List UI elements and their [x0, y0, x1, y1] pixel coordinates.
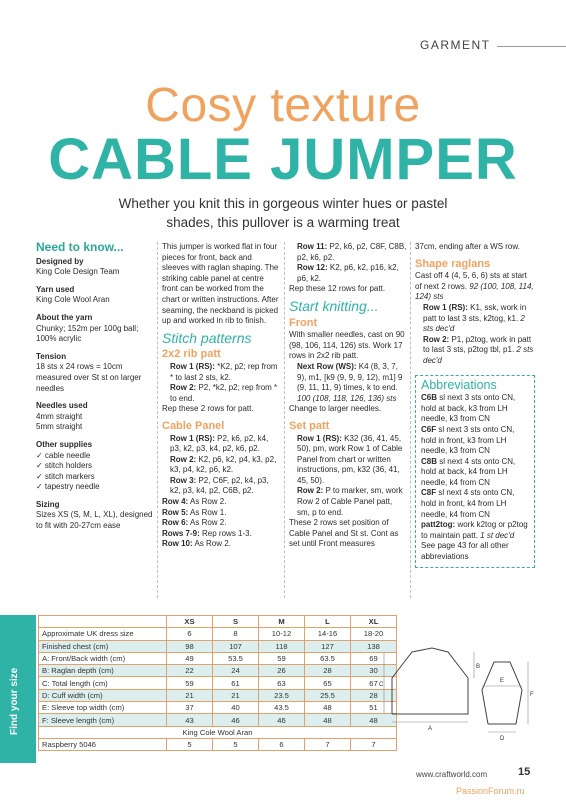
table-cell: 10-12	[259, 628, 305, 640]
cable-row-5	[162, 508, 280, 519]
front-intro: With smaller needles, cast on 90 (98, 106, 114, 126) sts. Work 17 rows in 2x2 rib patt.	[289, 330, 405, 361]
yarn-row-label: King Cole Wool Aran	[39, 726, 397, 738]
abbreviation-term: C8B	[421, 456, 438, 466]
table-cell: 22	[167, 665, 213, 677]
row-text: As Row 1.	[190, 507, 227, 517]
yarn-label: Yarn used	[36, 284, 75, 294]
needles-block	[36, 401, 154, 433]
about-block	[36, 313, 154, 345]
cable-row-6	[162, 518, 280, 529]
raglan-title: Shape raglans	[415, 257, 491, 270]
row-label: Approximate UK dress size	[39, 628, 167, 640]
row-label: Row 1 (RS):	[423, 302, 468, 312]
row-label: Row 11:	[297, 242, 328, 251]
table-row	[39, 702, 397, 714]
row-text: K2, p6, k2, p4, k3, p2, k3, p4, k2, p6, k2.	[170, 454, 277, 475]
table-cell: 8	[213, 628, 259, 640]
need-to-know-title: Need to know...	[36, 240, 124, 254]
cable-row-11	[289, 242, 407, 263]
supply-item: ✓ cable needle	[36, 450, 91, 460]
abbreviations-title: Abbreviations	[421, 377, 497, 392]
sleeve-outline	[482, 662, 522, 724]
set-note: These 2 rows set position of Cable Panel and St st. Cont as set until Front measures	[289, 518, 399, 549]
row-text: *K2, p2; rep from * to last 2 sts, k2.	[170, 361, 278, 382]
dimension-f-label: F	[530, 692, 534, 698]
abbreviation-def: sl next 4 sts onto CN, hold at back, k4 from LH needle, k4 from CN	[421, 456, 516, 487]
table-cell: 25.5	[305, 689, 351, 701]
abbreviation-term: C6B	[421, 393, 438, 403]
table-header: M	[259, 616, 305, 628]
table-row	[39, 640, 397, 652]
table-row	[39, 677, 397, 689]
rib-title: 2x2 rib patt	[162, 348, 221, 361]
tension-block	[36, 352, 154, 394]
table-cell: 61	[213, 677, 259, 689]
set-patt-title: Set patt	[289, 419, 330, 432]
column-divider	[284, 242, 285, 598]
abbreviation-term: patt2tog:	[421, 520, 456, 530]
table-cell: 59	[259, 652, 305, 664]
section-label: GARMENT	[416, 38, 497, 52]
row-label: Row 1 (RS):	[170, 433, 215, 443]
table-cell: 7	[305, 738, 351, 750]
decrease-note: 1 st dec'd	[480, 530, 515, 540]
abbreviations-box	[415, 375, 535, 568]
table-cell: 40	[213, 702, 259, 714]
title-line-1: Cosy texture	[145, 79, 421, 132]
find-your-size-band	[0, 615, 36, 763]
row-text: P to marker, sm, work Row 2 of Cable Panel patt, sm, p to end.	[297, 486, 403, 517]
table-cell: 98	[167, 640, 213, 652]
row-label: Row 5:	[162, 507, 189, 517]
dimension-b-label: B	[476, 664, 481, 670]
supplies-block	[36, 440, 154, 493]
change-needles: Change to larger needles.	[289, 404, 382, 414]
table-cell: 6	[167, 628, 213, 640]
table-cell: 48	[305, 714, 351, 726]
table-cell: 51	[351, 702, 397, 714]
supplies-label: Other supplies	[36, 439, 93, 449]
find-your-size-label: Find your size	[9, 667, 20, 735]
row-label: Row 4:	[162, 497, 189, 507]
row-label: Next Row (WS):	[297, 361, 357, 371]
table-cell: 107	[213, 640, 259, 652]
table-cell: 18-20	[351, 628, 397, 640]
title-line-2: CABLE JUMPER	[48, 127, 518, 192]
table-cell: 24	[213, 665, 259, 677]
table-cell: 63	[259, 677, 305, 689]
abbreviation-def: sl next 3 sts onto CN, hold in front, k3 from LH needle, k3 from CN	[421, 424, 515, 456]
abbreviation-term: C8F	[421, 488, 437, 498]
table-cell: 30	[351, 665, 397, 677]
row-label: A: Front/Back width (cm)	[39, 652, 167, 664]
row-label: E: Sleeve top width (cm)	[39, 702, 167, 714]
abbreviation-def: sl next 3 sts onto CN, hold at back, k3 from LH needle, k3 from CN	[421, 393, 516, 424]
row-label: Row 2:	[423, 334, 450, 344]
row-text: P2, C6F, p2, k4, p3, k2, p3, k4, p2, C6B, p2.	[170, 475, 269, 496]
footer-url: www.craftworld.com	[416, 770, 488, 779]
table-cell: 69	[351, 652, 397, 664]
next-row	[289, 362, 407, 404]
abbreviation-item	[421, 488, 529, 520]
row-text: Rep rows 1-3.	[202, 528, 252, 538]
stitch-count: 92 (100, 108, 114, 124) sts	[415, 281, 534, 302]
rib-repeat: Rep these 2 rows for patt.	[162, 404, 254, 414]
row-text: As Row 2.	[190, 518, 227, 528]
row-label: Row 1 (RS):	[297, 433, 342, 443]
rib-row-1	[162, 362, 280, 383]
row-text: K4 (8, 3, 7, 9), m1, [k9 (9, 9, 9, 12), m1] 9 (9, 11, 11, 9) times, k to end.	[297, 361, 403, 393]
row-text: P2, k6, p2, k4, p3, k2, p3, k4, p2, k6, p2.	[170, 433, 269, 454]
sizing-value: Sizes XS (S, M, L, XL), designed to fit with 20-27cm ease	[36, 510, 153, 531]
table-cell: 21	[167, 689, 213, 701]
table-cell: 43	[167, 714, 213, 726]
row-text: As Row 2.	[190, 497, 227, 507]
set-row-1	[289, 434, 407, 487]
table-header: XS	[167, 616, 213, 628]
supply-item: ✓ tapestry needle	[36, 482, 100, 492]
abbreviation-note: See page 43 for all other abbreviations	[421, 541, 509, 562]
cable-row-1	[162, 434, 280, 455]
dimension-d-label: D	[500, 736, 505, 742]
table-cell: 46	[213, 714, 259, 726]
table-cell: 5	[213, 738, 259, 750]
row-text: P2, *k2, p2; rep from * to end.	[170, 383, 278, 403]
abbreviation-item	[421, 457, 529, 489]
column-divider	[410, 242, 411, 598]
row-label: Raspberry 5046	[39, 738, 167, 750]
front-column	[289, 242, 407, 550]
table-header: XL	[351, 616, 397, 628]
needles-value-1: 4mm straight	[36, 411, 83, 421]
table-cell: 21	[213, 689, 259, 701]
cable-row-10	[162, 539, 280, 550]
table-cell: 6	[259, 738, 305, 750]
cable-panel-title: Cable Panel	[162, 419, 225, 432]
subtitle: Whether you knit this in gorgeous winter hues or pastel shades, this pullover is a warming treat	[118, 196, 448, 230]
abbreviation-def: sl next 4 sts onto CN, hold in front, k4 from LH needle, k4 from CN	[421, 488, 515, 519]
table-cell: 43.5	[259, 702, 305, 714]
dimension-c-label: C	[379, 682, 384, 688]
abbreviation-item	[421, 425, 529, 457]
row-text: K2, p6, k2, p16, k2, p6, k2.	[297, 263, 399, 283]
row-label: Row 2:	[297, 486, 324, 496]
row-label: Row 6:	[162, 518, 189, 528]
continue-text: 37cm, ending after a WS row.	[415, 242, 520, 251]
row-label: Row 2:	[170, 454, 197, 464]
about-label: About the yarn	[36, 312, 93, 322]
page-number: 15	[518, 766, 531, 778]
table-cell: 28	[305, 665, 351, 677]
decrease-note: 2 sts dec'd	[423, 313, 525, 334]
yarn-value: King Cole Wool Aran	[36, 295, 110, 305]
need-to-know-column	[36, 242, 154, 539]
column-divider	[157, 242, 158, 598]
cable-row-4	[162, 497, 280, 508]
designer-value: King Cole Design Team	[36, 267, 120, 277]
needles-label: Needles used	[36, 401, 88, 411]
raglan-text: Cast off 4 (4, 5, 6, 6) sts at start of next 2 rows.	[415, 271, 527, 291]
table-cell: 59	[167, 677, 213, 689]
yarn-row	[39, 726, 397, 738]
table-row	[39, 689, 397, 701]
table-cell: 46	[259, 714, 305, 726]
row-label: Row 12:	[297, 263, 328, 273]
row-label: C: Total length (cm)	[39, 677, 167, 689]
row-text: P1, p2tog, work in patt to last 3 sts, p2tog tbl, p1.	[423, 334, 532, 355]
row-label: B: Raglan depth (cm)	[39, 665, 167, 677]
table-cell: 5	[167, 738, 213, 750]
size-header-row	[39, 616, 397, 628]
table-header: L	[305, 616, 351, 628]
tension-value: 18 sts x 24 rows = 10cm measured over St st on larger needles	[36, 362, 142, 393]
watermark: PassionForum.ru	[456, 786, 525, 796]
table-row	[39, 628, 397, 640]
table-cell: 67	[351, 677, 397, 689]
table-cell: 48	[305, 702, 351, 714]
section-tag	[416, 36, 566, 58]
dimension-a-label: A	[428, 726, 433, 732]
table-cell: 118	[259, 640, 305, 652]
row-text: K1, ssk, work in patt to last 3 sts, k2tog, k1.	[423, 302, 527, 323]
start-knitting-title: Start knitting...	[289, 297, 379, 314]
table-row	[39, 665, 397, 677]
table-cell: 49	[167, 652, 213, 664]
cable-row-2	[162, 455, 280, 476]
row-label: D: Cuff width (cm)	[39, 689, 167, 701]
dimension-e-label: E	[500, 678, 505, 684]
row-label: F: Sleeve length (cm)	[39, 714, 167, 726]
rib-row-2	[162, 383, 280, 404]
row-label: Row 2:	[170, 383, 197, 393]
raglan-row-1	[415, 303, 535, 335]
table-header	[39, 616, 167, 628]
row-text: As Row 2.	[194, 539, 231, 549]
yarn-block	[36, 285, 154, 306]
front-title: Front	[289, 316, 318, 329]
supply-item: ✓ stitch markers	[36, 471, 95, 481]
needles-value-2: 5mm straight	[36, 422, 83, 432]
cable-row-12	[289, 263, 407, 284]
abbreviation-item	[421, 393, 529, 425]
abbreviation-def: work k2tog or p2tog to maintain patt.	[421, 520, 528, 540]
table-cell: 26	[259, 665, 305, 677]
table-row	[39, 714, 397, 726]
row-text: K32 (36, 41, 45, 50), pm, work Row 1 of Cable Panel from chart or written instructions, pm, k32 (36, 41, 45, 50).	[297, 433, 403, 485]
table-cell: 14-16	[305, 628, 351, 640]
raglan-column	[415, 242, 535, 568]
sizing-block	[36, 500, 154, 532]
row-label: Finished chest (cm)	[39, 640, 167, 652]
stitch-patterns-title: Stitch patterns	[162, 329, 252, 346]
abbreviation-term: C6F	[421, 424, 437, 434]
abbreviation-item	[421, 520, 529, 541]
cable-rows-7-9	[162, 529, 280, 540]
size-table	[38, 615, 397, 751]
set-row-2	[289, 486, 407, 518]
supply-item: ✓ stitch holders	[36, 461, 93, 471]
raglan-intro	[415, 271, 535, 303]
garment-diagram	[378, 642, 538, 742]
table-cell: 63.5	[305, 652, 351, 664]
row-label: Row 3:	[170, 475, 197, 485]
table-cell: 23.5	[259, 689, 305, 701]
jumper-body-outline	[392, 648, 468, 714]
table-cell: 138	[351, 640, 397, 652]
about-value: Chunky; 152m per 100g ball; 100% acrylic	[36, 323, 139, 344]
sizing-label: Sizing	[36, 499, 60, 509]
table-cell: 48	[351, 714, 397, 726]
designer-label: Designed by	[36, 256, 84, 266]
table-cell: 28	[351, 689, 397, 701]
intro-text: This jumper is worked flat in four pieces for front, back and sleeves with raglan shaping. The striking cable panel at centre front can be worked from the chart or written instructions. After seaming, the neckband is picked up and worked in rib to finish.	[162, 242, 279, 326]
row-label: Rows 7-9:	[162, 528, 200, 538]
intro-column	[162, 242, 280, 550]
row-label: Row 1 (RS):	[170, 361, 215, 371]
row-text: P2, k6, p2, C8F, C8B, p2, k6, p2.	[297, 242, 407, 262]
designer-block	[36, 257, 154, 278]
table-header: S	[213, 616, 259, 628]
table-cell: 53.5	[213, 652, 259, 664]
raglan-row-2	[415, 335, 535, 367]
colour-row	[39, 738, 397, 750]
table-cell: 127	[305, 640, 351, 652]
table-cell: 65	[305, 677, 351, 689]
tension-label: Tension	[36, 351, 67, 361]
decrease-note: 2 sts dec'd	[423, 345, 534, 365]
cable-repeat: Rep these 12 rows for patt.	[289, 284, 386, 294]
stitch-count: 100 (108, 118, 126, 136) sts	[297, 393, 397, 403]
table-row	[39, 652, 397, 664]
row-label: Row 10:	[162, 539, 193, 549]
cable-row-3	[162, 476, 280, 497]
table-cell: 7	[351, 738, 397, 750]
table-cell: 37	[167, 702, 213, 714]
